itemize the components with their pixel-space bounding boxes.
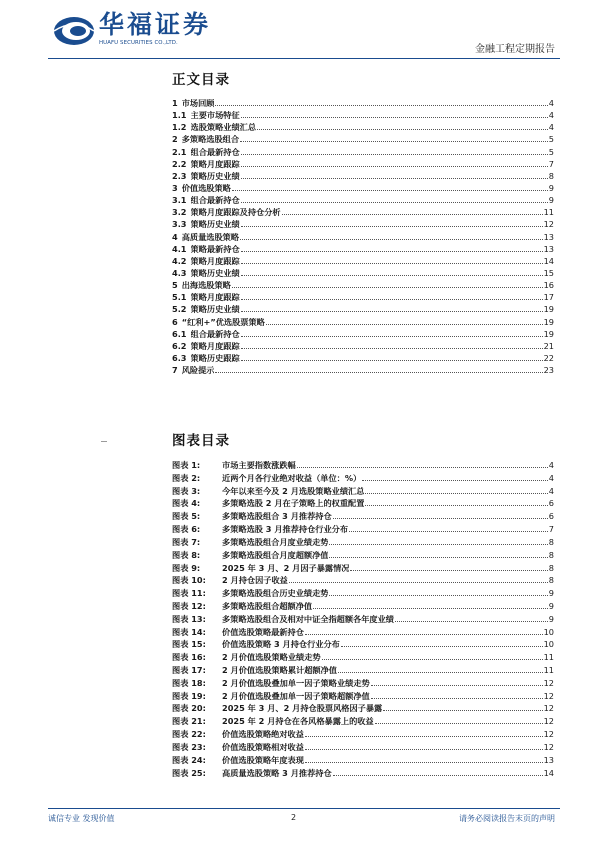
toc-entry-text: 策略月度跟踪及持仓分析 bbox=[190, 207, 281, 218]
toc-entry-text: 市场回顾 bbox=[181, 98, 215, 108]
margin-mark bbox=[101, 441, 107, 442]
toc-entry[interactable] bbox=[172, 231, 554, 243]
toc-entry-text: 出海选股策略 bbox=[181, 280, 231, 291]
toc-entry-page: 13 bbox=[543, 231, 554, 242]
toc-entry-text: 高质量选股策略 bbox=[181, 231, 240, 242]
figure-entry-text: 多策略选股 3 月推荐持仓行业分布 bbox=[222, 524, 349, 535]
figure-entry-text: 多策略选股组合 3 月推荐持仓 bbox=[222, 511, 332, 522]
toc-entry[interactable] bbox=[172, 291, 554, 303]
toc-entry-page: 9 bbox=[548, 195, 554, 206]
figure-entry-number: 图表 8: bbox=[172, 549, 201, 560]
toc-entry-number: 6.2 bbox=[172, 340, 187, 351]
dot-leader bbox=[215, 98, 547, 106]
dot-leader bbox=[241, 329, 543, 337]
figure-entry-text: 多策略选股组合月度超额净值 bbox=[222, 549, 329, 560]
figure-entry-page: 12 bbox=[543, 690, 554, 701]
brand-name-en: HUAFU SECURITIES CO.,LTD. bbox=[99, 40, 178, 46]
dot-leader bbox=[305, 755, 543, 763]
toc-entry-number: 2.3 bbox=[172, 170, 187, 181]
toc-entry-number: 4 bbox=[172, 231, 178, 242]
toc-entry-page: 19 bbox=[543, 304, 554, 315]
figure-entry-page: 4 bbox=[548, 485, 554, 496]
dot-leader bbox=[241, 256, 543, 264]
figure-entry-page: 4 bbox=[548, 472, 554, 483]
figure-entry[interactable] bbox=[172, 626, 554, 639]
figure-entry[interactable] bbox=[172, 459, 554, 472]
toc-entry-page: 4 bbox=[548, 122, 554, 133]
toc-entry-text: 多策略选股组合 bbox=[181, 134, 240, 145]
figure-entry[interactable] bbox=[172, 651, 554, 664]
figure-entry-text: 今年以来至今及 2 月选股策略业绩汇总 bbox=[222, 485, 365, 496]
figure-entry-text: 2 月持仓因子收益 bbox=[222, 575, 288, 586]
dot-leader bbox=[241, 244, 543, 252]
dot-leader bbox=[240, 134, 548, 142]
figure-entry-number: 图表 7: bbox=[172, 536, 201, 547]
dot-leader bbox=[241, 110, 548, 118]
figure-entry-page: 12 bbox=[543, 703, 554, 714]
figure-entry-number: 图表 6: bbox=[172, 524, 201, 535]
dot-leader bbox=[395, 614, 548, 622]
figure-entry[interactable] bbox=[172, 690, 554, 703]
toc-entry-page: 15 bbox=[543, 267, 554, 278]
toc-entry[interactable] bbox=[172, 328, 554, 340]
toc-entry-text: 组合最新持仓 bbox=[190, 146, 240, 157]
figure-entry-number: 图表 1: bbox=[172, 460, 201, 470]
dot-leader bbox=[241, 159, 548, 167]
figure-entry[interactable] bbox=[172, 767, 554, 780]
toc-entry-number: 5.1 bbox=[172, 292, 187, 303]
figure-entry-number: 图表 5: bbox=[172, 511, 201, 522]
toc-entry[interactable] bbox=[172, 364, 554, 376]
dot-leader bbox=[241, 171, 548, 179]
figure-entry-number: 图表 19: bbox=[172, 690, 206, 701]
toc-entry-number: 1.1 bbox=[172, 110, 187, 121]
figure-entry-page: 6 bbox=[548, 498, 554, 509]
toc-entry-page: 4 bbox=[548, 110, 554, 121]
dot-leader bbox=[241, 268, 543, 276]
toc-entry-text: 策略历史业绩 bbox=[190, 304, 240, 315]
toc-list bbox=[172, 97, 554, 376]
figure-entry[interactable] bbox=[172, 523, 554, 536]
toc-entry-number: 6.3 bbox=[172, 352, 187, 363]
toc-entry-page: 5 bbox=[548, 134, 554, 145]
dot-leader bbox=[232, 183, 548, 191]
toc-entry[interactable] bbox=[172, 303, 554, 315]
figure-entry[interactable] bbox=[172, 485, 554, 498]
dot-leader bbox=[329, 537, 547, 545]
dot-leader bbox=[383, 703, 542, 711]
figure-entry-text: 多策略选股组合历史业绩走势 bbox=[222, 588, 329, 599]
brand bbox=[99, 11, 211, 46]
toc-entry[interactable] bbox=[172, 279, 554, 291]
figure-entry[interactable] bbox=[172, 702, 554, 715]
figure-entry-page: 13 bbox=[543, 754, 554, 765]
toc-entry[interactable] bbox=[172, 133, 554, 145]
toc-entry-page: 16 bbox=[543, 280, 554, 291]
footer-slogan: 诚信专业 发现价值 bbox=[48, 814, 115, 823]
dot-leader bbox=[371, 678, 543, 686]
toc-entry-number: 4.1 bbox=[172, 243, 187, 254]
figure-entry-number: 图表 23: bbox=[172, 741, 206, 752]
page-header bbox=[0, 0, 595, 62]
dot-leader bbox=[341, 639, 543, 647]
dot-leader bbox=[350, 563, 547, 571]
toc-entry-number: 5.2 bbox=[172, 304, 187, 315]
header-divider bbox=[48, 58, 560, 59]
toc-entry[interactable] bbox=[172, 170, 554, 182]
dot-leader bbox=[241, 219, 543, 227]
toc-entry-page: 7 bbox=[548, 158, 554, 169]
figure-entry[interactable] bbox=[172, 536, 554, 549]
dot-leader bbox=[241, 195, 548, 203]
figure-entry[interactable] bbox=[172, 510, 554, 523]
figure-entry-number: 图表 11: bbox=[172, 588, 206, 599]
dot-leader bbox=[349, 524, 548, 532]
figure-entry-page: 8 bbox=[548, 562, 554, 573]
toc-entry-number: 6.1 bbox=[172, 328, 187, 339]
figure-entry-text: 多策略选股组合月度业绩走势 bbox=[222, 536, 329, 547]
dot-leader bbox=[282, 207, 543, 215]
figure-entry[interactable] bbox=[172, 574, 554, 587]
dot-leader bbox=[305, 742, 543, 750]
figure-entry-page: 12 bbox=[543, 677, 554, 688]
toc-entry-number: 1.2 bbox=[172, 122, 187, 133]
dot-leader bbox=[305, 729, 543, 737]
dot-leader bbox=[322, 652, 543, 660]
figure-entry-text: 2 月价值选股叠加单一因子策略业绩走势 bbox=[222, 677, 370, 688]
dot-leader bbox=[257, 122, 548, 130]
figure-entry[interactable] bbox=[172, 587, 554, 600]
toc-entry-number: 1 bbox=[172, 98, 178, 108]
figure-entry-page: 12 bbox=[543, 741, 554, 752]
dot-leader bbox=[289, 575, 548, 583]
dot-leader bbox=[215, 365, 542, 373]
dot-leader bbox=[333, 768, 543, 776]
figure-entry-page: 9 bbox=[548, 613, 554, 624]
toc-entry-page: 22 bbox=[543, 352, 554, 363]
figure-entry-page: 4 bbox=[548, 460, 554, 470]
toc-entry-text: 价值选股策略 bbox=[181, 182, 231, 193]
toc-entry-number: 5 bbox=[172, 280, 178, 291]
figure-entry[interactable] bbox=[172, 664, 554, 677]
toc-entry-number: 3.2 bbox=[172, 207, 187, 218]
figure-entry[interactable] bbox=[172, 741, 554, 754]
huafu-logo-icon bbox=[52, 14, 96, 48]
dot-leader bbox=[241, 304, 543, 312]
toc-entry-page: 23 bbox=[543, 365, 554, 376]
toc-entry-text: 选股策略业绩汇总 bbox=[190, 122, 257, 133]
toc-entry[interactable] bbox=[172, 97, 554, 109]
figure-entry-text: 价值选股策略 3 月持仓行业分布 bbox=[222, 639, 340, 650]
dot-leader bbox=[240, 232, 543, 240]
figure-entry-number: 图表 16: bbox=[172, 652, 206, 663]
toc-entry-number: 7 bbox=[172, 365, 178, 376]
toc-entry-text: “红利+”优选股票策略 bbox=[181, 316, 265, 327]
figure-entry[interactable] bbox=[172, 613, 554, 626]
dot-leader bbox=[266, 317, 543, 325]
figure-entry-page: 12 bbox=[543, 716, 554, 727]
figure-entry-text: 2 月价值选股叠加单一因子策略超额净值 bbox=[222, 690, 370, 701]
figure-entry-text: 2 月价值选股策略累计超额净值 bbox=[222, 665, 337, 675]
dot-leader bbox=[329, 550, 547, 558]
figure-entry[interactable] bbox=[172, 677, 554, 690]
toc-entry[interactable] bbox=[172, 146, 554, 158]
figure-entry-text: 2025 年 3 月、2 月持仓股票风格因子暴露 bbox=[222, 703, 383, 714]
figure-entry-text: 多策略选股组合超额净值 bbox=[222, 600, 313, 611]
figure-entry-text: 2025 年 3 月、2 月因子暴露情况 bbox=[222, 562, 350, 573]
figure-entry-page: 10 bbox=[543, 626, 554, 637]
figure-entry-number: 图表 14: bbox=[172, 626, 206, 637]
dot-leader bbox=[241, 341, 543, 349]
figure-entry[interactable] bbox=[172, 715, 554, 728]
toc-entry[interactable] bbox=[172, 316, 554, 328]
figure-entry-number: 图表 13: bbox=[172, 613, 206, 624]
figure-entry-text: 多策略选股 2 月在子策略上的权重配置 bbox=[222, 498, 365, 509]
dot-leader bbox=[305, 627, 543, 635]
figure-entry-number: 图表 17: bbox=[172, 665, 206, 675]
figure-entry-page: 9 bbox=[548, 600, 554, 611]
figure-entry-page: 12 bbox=[543, 729, 554, 740]
figure-entry[interactable] bbox=[172, 497, 554, 510]
report-type: 金融工程定期报告 bbox=[475, 44, 555, 55]
figure-entry[interactable] bbox=[172, 600, 554, 613]
figures-list bbox=[172, 459, 554, 779]
figure-entry-number: 图表 10: bbox=[172, 575, 206, 586]
toc-entry-page: 4 bbox=[548, 98, 554, 108]
figure-entry-page: 6 bbox=[548, 511, 554, 522]
toc-entry-number: 3 bbox=[172, 182, 178, 193]
toc-entry[interactable] bbox=[172, 194, 554, 206]
toc-entry-text: 策略历史业绩 bbox=[190, 170, 240, 181]
toc-entry-number: 3.1 bbox=[172, 195, 187, 206]
dot-leader bbox=[375, 716, 543, 724]
figure-entry-number: 图表 25: bbox=[172, 767, 206, 778]
dot-leader bbox=[333, 511, 548, 519]
toc-entry-number: 4.2 bbox=[172, 255, 187, 266]
dot-leader bbox=[338, 665, 543, 673]
figure-entry[interactable] bbox=[172, 549, 554, 562]
figure-entry-text: 价值选股策略年度表现 bbox=[222, 754, 304, 765]
toc-entry-text: 策略月度跟踪 bbox=[190, 292, 240, 303]
toc-entry[interactable] bbox=[172, 267, 554, 279]
toc-entry-number: 4.3 bbox=[172, 267, 187, 278]
figure-entry-number: 图表 18: bbox=[172, 677, 206, 688]
figure-entry-text: 价值选股策略相对收益 bbox=[222, 741, 304, 752]
figures-title: 图表目录 bbox=[172, 433, 230, 449]
figure-entry-text: 多策略选股组合及相对中证全指超额各年度业绩 bbox=[222, 613, 394, 624]
toc-entry-page: 14 bbox=[543, 255, 554, 266]
toc-entry-number: 2.2 bbox=[172, 158, 187, 169]
toc-entry-page: 9 bbox=[548, 182, 554, 193]
figure-entry-text: 近两个月各行业绝对收益（单位：%） bbox=[222, 472, 362, 483]
figure-entry-number: 图表 21: bbox=[172, 716, 206, 727]
toc-entry-text: 策略月度跟踪 bbox=[190, 158, 240, 169]
toc-entry-number: 2 bbox=[172, 134, 178, 145]
dot-leader bbox=[232, 280, 543, 288]
toc-entry-text: 策略历史跟踪 bbox=[190, 352, 240, 363]
figure-entry-page: 8 bbox=[548, 536, 554, 547]
figure-entry-page: 8 bbox=[548, 575, 554, 586]
toc-entry-text: 组合最新持仓 bbox=[190, 328, 240, 339]
dot-leader bbox=[371, 691, 543, 699]
figure-entry-number: 图表 4: bbox=[172, 498, 201, 509]
figure-entry-number: 图表 2: bbox=[172, 472, 201, 483]
figure-entry[interactable] bbox=[172, 754, 554, 767]
figure-entry-page: 14 bbox=[543, 767, 554, 778]
dot-leader bbox=[365, 498, 547, 506]
toc-entry-text: 策略最新持仓 bbox=[190, 243, 240, 254]
toc-entry[interactable] bbox=[172, 158, 554, 170]
figure-entry-page: 11 bbox=[543, 652, 554, 663]
figure-entry-text: 高质量选股策略 3 月推荐持仓 bbox=[222, 767, 332, 778]
figure-entry[interactable] bbox=[172, 638, 554, 651]
toc-entry-number: 3.3 bbox=[172, 219, 187, 230]
dot-leader bbox=[297, 460, 548, 468]
toc-entry-page: 19 bbox=[543, 328, 554, 339]
toc-entry-page: 17 bbox=[543, 292, 554, 303]
figure-entry-number: 图表 24: bbox=[172, 754, 206, 765]
figure-entry[interactable] bbox=[172, 472, 554, 485]
figure-entry-page: 11 bbox=[543, 665, 554, 675]
figure-entry-number: 图表 12: bbox=[172, 600, 206, 611]
toc-entry-text: 主要市场特征 bbox=[190, 110, 240, 121]
toc-title: 正文目录 bbox=[172, 72, 230, 88]
toc-entry[interactable] bbox=[172, 340, 554, 352]
toc-entry[interactable] bbox=[172, 352, 554, 364]
toc-entry[interactable] bbox=[172, 243, 554, 255]
figure-entry-number: 图表 9: bbox=[172, 562, 201, 573]
toc-entry[interactable] bbox=[172, 255, 554, 267]
figure-entry-text: 2025 年 2 月持仓在各风格暴露上的收益 bbox=[222, 716, 374, 727]
toc-entry-page: 8 bbox=[548, 170, 554, 181]
figure-entry-page: 9 bbox=[548, 588, 554, 599]
toc-entry[interactable] bbox=[172, 121, 554, 133]
figure-entry-page: 8 bbox=[548, 549, 554, 560]
toc-entry[interactable] bbox=[172, 109, 554, 121]
figure-entry-text: 价值选股策略最新持仓 bbox=[222, 626, 304, 637]
toc-entry-text: 策略月度跟踪 bbox=[190, 255, 240, 266]
toc-entry-page: 19 bbox=[543, 316, 554, 327]
figure-entry-number: 图表 22: bbox=[172, 729, 206, 740]
dot-leader bbox=[241, 147, 548, 155]
toc-entry-text: 策略月度跟踪 bbox=[190, 340, 240, 351]
toc-entry-text: 组合最新持仓 bbox=[190, 195, 240, 206]
toc-entry-page: 21 bbox=[543, 340, 554, 351]
dot-leader bbox=[241, 292, 543, 300]
dot-leader bbox=[241, 353, 543, 361]
dot-leader bbox=[329, 588, 547, 596]
dot-leader bbox=[362, 473, 548, 481]
figure-entry-text: 市场主要指数涨跌幅 bbox=[222, 460, 296, 470]
figure-entry[interactable] bbox=[172, 728, 554, 741]
figure-entry-page: 7 bbox=[548, 524, 554, 535]
toc-entry[interactable] bbox=[172, 182, 554, 194]
figure-entry-number: 图表 3: bbox=[172, 485, 201, 496]
toc-entry-number: 2.1 bbox=[172, 146, 187, 157]
toc-entry-page: 5 bbox=[548, 146, 554, 157]
footer-divider bbox=[48, 808, 560, 809]
figure-entry-text: 2 月价值选股策略业绩走势 bbox=[222, 652, 321, 663]
toc-entry[interactable] bbox=[172, 206, 554, 218]
dot-leader bbox=[365, 486, 547, 494]
footer-disclaimer: 请务必阅读报告末页的声明 bbox=[459, 814, 555, 823]
toc-entry-text: 风险提示 bbox=[181, 365, 215, 376]
toc-entry-text: 策略历史业绩 bbox=[190, 267, 240, 278]
toc-entry-page: 11 bbox=[543, 207, 554, 218]
toc-entry[interactable] bbox=[172, 218, 554, 230]
toc-entry-text: 策略历史业绩 bbox=[190, 219, 240, 230]
brand-name-cn: 华福证券 bbox=[99, 10, 212, 39]
figure-entry-number: 图表 15: bbox=[172, 639, 206, 650]
figure-entry[interactable] bbox=[172, 562, 554, 575]
figure-entry-text: 价值选股策略绝对收益 bbox=[222, 729, 304, 740]
dot-leader bbox=[313, 601, 548, 609]
page-number: 2 bbox=[291, 813, 297, 822]
toc-entry-page: 13 bbox=[543, 243, 554, 254]
figure-entry-page: 10 bbox=[543, 639, 554, 650]
toc-entry-page: 12 bbox=[543, 219, 554, 230]
figure-entry-number: 图表 20: bbox=[172, 703, 206, 714]
toc-entry-number: 6 bbox=[172, 316, 178, 327]
